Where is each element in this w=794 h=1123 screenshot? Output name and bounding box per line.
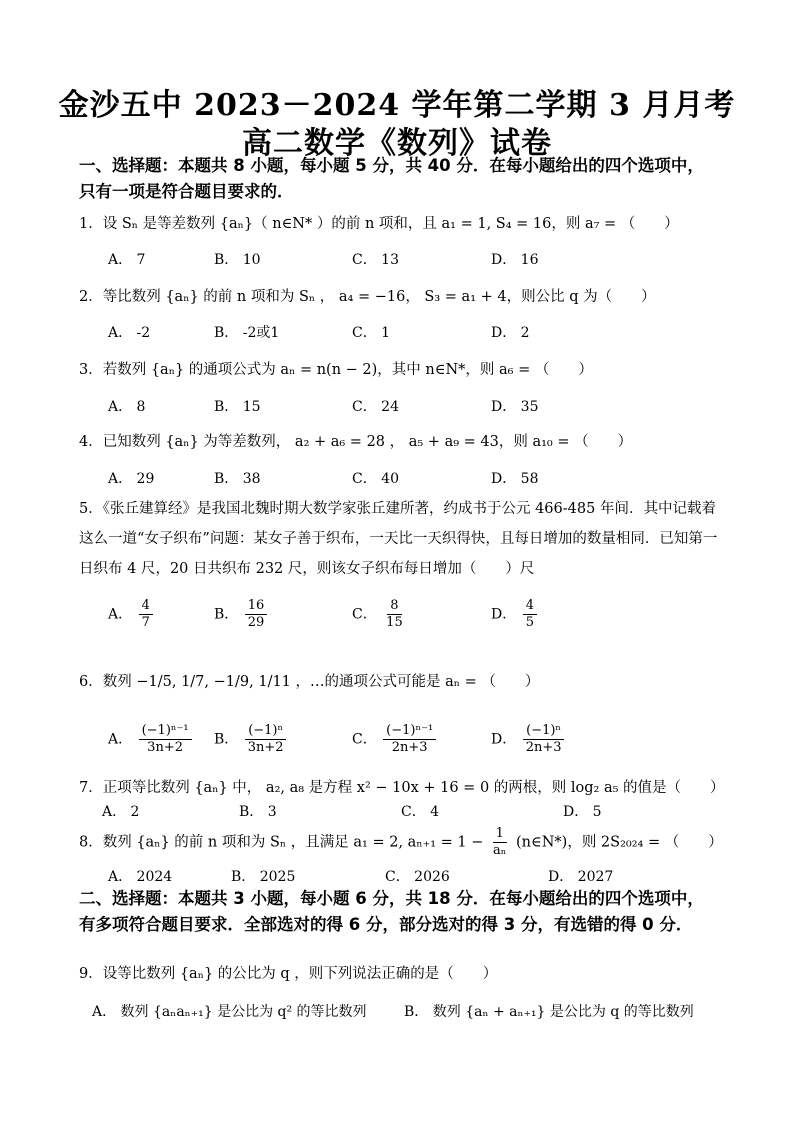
q3-option-b[interactable]: B． 15 xyxy=(214,399,261,415)
q8-option-b[interactable]: B． 2025 xyxy=(231,869,296,885)
q6-option-b-fraction xyxy=(245,723,287,756)
q5-option-b-fraction xyxy=(245,598,268,631)
q6-term-3: −1/9 xyxy=(213,674,250,690)
fraction-numerator: (−1)ⁿ⁻¹ xyxy=(383,723,436,740)
q5-option-c-fraction xyxy=(383,598,406,631)
q9-option-b[interactable]: B． 数列 {aₙ + aₙ₊₁} 是公比为 q 的等比数列 xyxy=(404,1004,694,1020)
fraction-numerator: (−1)ⁿ xyxy=(523,723,564,740)
q9-option-a[interactable]: A． 数列 {aₙaₙ₊₁} 是公比为 q² 的等比数列 xyxy=(92,1004,367,1020)
q5-option-d-fraction xyxy=(523,598,537,631)
q6-option-c-fraction xyxy=(383,723,436,756)
q8-fraction xyxy=(490,826,509,859)
question-7: 7．正项等比数列 {aₙ} 中， a₂, a₈ 是方程 x² − 10x + 16 = 0 的两根，则 log₂ a₅ 的值是（ ） xyxy=(79,780,725,796)
q8-text-b: (n∈N*)，则 2S₂₀₂₄ = （ ） xyxy=(516,834,723,851)
fraction-denominator: 5 xyxy=(525,615,534,630)
q7-option-c[interactable]: C． 4 xyxy=(401,804,440,820)
fraction-denominator: 15 xyxy=(386,615,403,630)
q4-option-d[interactable]: D． 58 xyxy=(491,471,539,487)
q4-option-b[interactable]: B． 38 xyxy=(214,471,261,487)
question-1: 1．设 Sₙ 是等差数列 {aₙ}（ n∈N* ）的前 n 项和，且 a₁ = 1, S₄ = 16，则 a₇ = （ ） xyxy=(79,216,679,232)
fraction-denominator: 3n+2 xyxy=(147,740,183,755)
q6-option-d-fraction xyxy=(523,723,565,756)
fraction-denominator: 3n+2 xyxy=(247,740,284,755)
q8-option-a[interactable]: A． 2024 xyxy=(108,869,173,885)
fraction-numerator: (−1)ⁿ xyxy=(245,723,286,740)
question-9: 9．设等比数列 {aₙ} 的公比为 q ，则下列说法正确的是（ ） xyxy=(79,966,498,982)
q1-option-b[interactable]: B． 10 xyxy=(214,252,261,268)
q5-option-c-label: C． xyxy=(352,606,377,623)
q5-option-c[interactable] xyxy=(352,598,408,631)
q8-option-d[interactable]: D． 2027 xyxy=(548,869,614,885)
q5-option-b-label: B． xyxy=(214,606,239,623)
q6-option-a-label: A． xyxy=(108,731,133,748)
q6-option-c[interactable] xyxy=(352,723,438,756)
q2-option-d[interactable]: D． 2 xyxy=(491,325,530,341)
q5-option-b[interactable] xyxy=(214,598,269,631)
q6-option-b-label: B． xyxy=(214,731,239,748)
q5-option-a-label: A． xyxy=(108,606,133,623)
fraction-numerator: 16 xyxy=(245,598,268,615)
q2-option-b[interactable]: B． -2或1 xyxy=(214,325,280,341)
q6-option-c-label: C． xyxy=(352,731,377,748)
q5-option-a-fraction xyxy=(139,598,153,631)
q6-term-1: −1/5 xyxy=(136,674,172,690)
q3-option-a[interactable]: A． 8 xyxy=(108,399,146,415)
q2-option-a[interactable]: A． -2 xyxy=(108,325,151,341)
q6-suffix: ，…的通项公式可能是 aₙ = （ ） xyxy=(295,674,540,690)
q6-option-a-fraction xyxy=(139,723,192,756)
q1-option-a[interactable]: A． 7 xyxy=(108,252,146,268)
q6-option-a[interactable] xyxy=(108,723,194,756)
q6-option-d[interactable] xyxy=(491,723,567,756)
q7-option-b[interactable]: B． 3 xyxy=(239,804,277,820)
fraction-denominator: 29 xyxy=(247,615,265,630)
exam-title-line1: 金沙五中 2023－2024 学年第二学期 3 月月考 xyxy=(58,88,736,123)
section1-heading: 一、选择题：本题共 8 小题，每小题 5 分，共 40 分．在每小题给出的四个选项中，只有一项是符合题目要求的． xyxy=(79,156,704,201)
question-3: 3．若数列 {aₙ} 的通项公式为 aₙ = n(n − 2)，其中 n∈N*，则 a₆ = （ ） xyxy=(79,362,593,378)
question-6: 6．数列 −1/5, 1/7, −1/9, 1/11 ，…的通项公式可能是 aₙ = （ ） xyxy=(79,674,540,690)
q3-option-c[interactable]: C． 24 xyxy=(352,399,399,415)
fraction-numerator: 4 xyxy=(139,598,153,615)
question-5: 5．《张丘建算经》是我国北魏时期大数学家张丘建所著，约成书于公元 466-485 年间．其中记载着这么一道“女子织布”问题：某女子善于织布，一天比一天织得快，且每日增加的数量相同．已知第一日织布 4 尺，20 日共织布 232 尺，则该女子织布每日增加（ ）尺 xyxy=(79,501,718,577)
q1-option-d[interactable]: D． 16 xyxy=(491,252,539,268)
q2-option-c[interactable]: C． 1 xyxy=(352,325,391,341)
q1-option-c[interactable]: C． 13 xyxy=(352,252,399,268)
section2-heading: 二、选择题：本题共 3 小题，每小题 6 分，共 18 分．在每小题给出的四个选项中，有多项符合题目要求．全部选对的得 6 分，部分选对的得 3 分，有选错的得 0 分． xyxy=(79,889,704,934)
q5-option-a[interactable] xyxy=(108,598,155,631)
exam-title-line2: 高二数学《数列》试卷 xyxy=(242,126,552,161)
q7-option-d[interactable]: D． 5 xyxy=(563,804,602,820)
q3-option-d[interactable]: D． 35 xyxy=(491,399,539,415)
q4-option-a[interactable]: A． 29 xyxy=(108,471,155,487)
q4-option-c[interactable]: C． 40 xyxy=(352,471,399,487)
question-4: 4．已知数列 {aₙ} 为等差数列， a₂ + a₆ = 28 ， a₅ + a₉ = 43，则 a₁₀ = （ ） xyxy=(79,434,633,450)
q6-term-2: 1/7 xyxy=(181,674,205,690)
q5-option-d-label: D． xyxy=(491,606,517,623)
fraction-denominator: aₙ xyxy=(493,843,507,858)
q6-prefix: 6．数列 xyxy=(79,674,132,690)
q8-text-a: 8．数列 {aₙ} 的前 n 项和为 Sₙ ，且满足 a₁ = 2, aₙ₊₁ = 1 − xyxy=(79,834,484,851)
q8-option-c[interactable]: C． 2026 xyxy=(385,869,450,885)
q7-option-a[interactable]: A． 2 xyxy=(102,804,140,820)
fraction-denominator: 2n+3 xyxy=(525,740,562,755)
question-2: 2．等比数列 {aₙ} 的前 n 项和为 Sₙ ， a₄ = −16， S₃ = a₁ + 4，则公比 q 为（ ） xyxy=(79,289,656,305)
q6-option-b[interactable] xyxy=(214,723,289,756)
fraction-numerator: 1 xyxy=(493,826,507,843)
q6-option-d-label: D． xyxy=(491,731,517,748)
fraction-numerator: 8 xyxy=(387,598,401,615)
fraction-denominator: 7 xyxy=(141,615,150,630)
question-8 xyxy=(79,826,723,859)
q5-option-d[interactable] xyxy=(491,598,539,631)
fraction-numerator: (−1)ⁿ⁻¹ xyxy=(139,723,192,740)
fraction-denominator: 2n+3 xyxy=(391,740,428,755)
fraction-numerator: 4 xyxy=(523,598,537,615)
q6-term-4: 1/11 xyxy=(258,674,291,690)
